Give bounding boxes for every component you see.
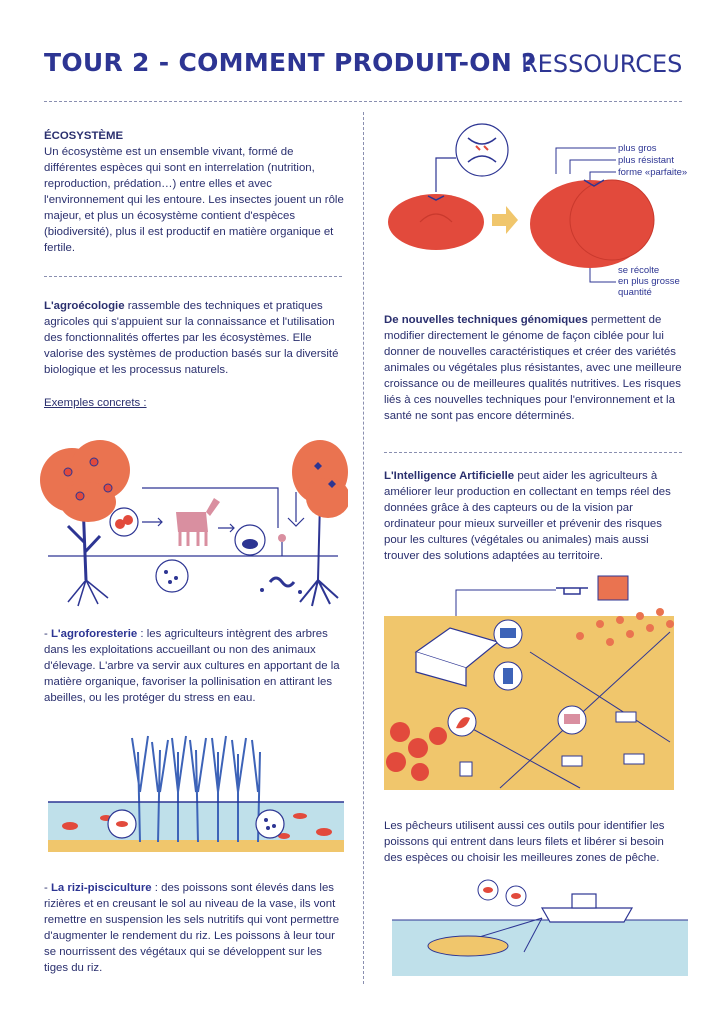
- rizipisciculture-body: : des poissons sont élevés dans les rizières et en creusant le sol au niveau de la vase, ils vont remettre en suspension les sels nutritifs qui vont permettre d'augmenter le rendement du riz. Les poissons à leur tour se nourrissent des végétaux qui se développent sur les tiges du riz.: [44, 882, 340, 974]
- ia-body: peut aider les agriculteurs à améliorer leur production en collectant en temps réel des données grâce à des capteurs ou de la vision par ordinateur pour mieux surveiller et prévenir des risques pour les cultures (végétales ou animales) mais aussi trouver des solutions adaptées au territoire.: [384, 470, 671, 562]
- tomato-illustration: [384, 118, 704, 308]
- page-subtitle: RESSOURCES: [521, 50, 683, 78]
- agroforesterie-prefix: -: [44, 628, 51, 640]
- rizipisciculture-prefix: -: [44, 882, 51, 894]
- right-tree: [292, 440, 348, 606]
- label-form: forme «parfaite»: [618, 167, 688, 178]
- label-harvest-2: en plus grosse: [618, 276, 680, 287]
- camera-circle-icon: [558, 706, 586, 734]
- ecosysteme-body: Un écosystème est un ensemble vivant, formé de différentes espèces qui sont en interrelation (nutrition, reproduction, prédation…) entre elles et avec l'environnement qui les entoure. Les insectes jouent un rôle majeur, et plus un écosystème contient d'espèces (biodiversité), plus il est productif en matière organique et fertile.: [44, 146, 344, 254]
- rizipisciculture-illustration: [48, 732, 348, 858]
- agroforesterie-illustration: [38, 432, 348, 610]
- ia-term: L'Intelligence Artificielle: [384, 470, 515, 482]
- arrow-icon: [492, 206, 518, 234]
- section-divider-2: [384, 452, 682, 453]
- ia-farm-illustration: [380, 572, 690, 792]
- agroforesterie-body: : les agriculteurs intègrent des arbres dans les exploitations accueillant ou non des animaux d'élevage. L'arbre va servir aux cultures en apportant de la matière organique, favoriser la pollinisation en attirant les abeilles, ou les protéger du stress en eau.: [44, 628, 340, 704]
- rizipisciculture-term: La rizi-pisciculture: [50, 882, 152, 894]
- agroecologie-term: L'agroécologie: [44, 300, 125, 312]
- rizipisciculture-section: [44, 880, 344, 976]
- ecosysteme-heading: ÉCOSYSTÈME: [44, 130, 124, 142]
- genomique-section: [384, 312, 684, 424]
- deer-icon: [176, 498, 220, 546]
- soil-circle-icon: [156, 560, 188, 592]
- sensor-icon: [460, 762, 472, 776]
- peche-illustration: [392, 878, 692, 978]
- ecosysteme-section: [44, 128, 344, 256]
- compost-icon: [235, 525, 265, 555]
- label-resistant: plus résistant: [618, 155, 674, 166]
- laptop-icon: [494, 620, 522, 648]
- agroforesterie-term: L'agroforesterie: [50, 628, 138, 640]
- peche-section: Les pêcheurs utilisent aussi ces outils pour identifier les poissons qui entrent dans leurs filets et libérer si besoin des espèces ou choisir les meilleures zones de pêche.: [384, 820, 665, 864]
- big-tomato: [530, 180, 654, 268]
- drone-icon: [556, 576, 628, 600]
- page-title: TOUR 2 - COMMENT PRODUIT-ON ?: [44, 48, 536, 77]
- worm-icon: [260, 578, 302, 594]
- fish-detect-icon: [478, 880, 526, 906]
- label-harvest-1: se récolte: [618, 265, 660, 276]
- flower-icon: [278, 534, 286, 556]
- label-bigger: plus gros: [618, 143, 657, 154]
- apple-icon: [110, 508, 138, 536]
- agroforesterie-section: [44, 626, 344, 706]
- agroecologie-body: rassemble des techniques et pratiques agricoles qui s'appuient sur la connaissance et l'utilisation des fonctionnalités offertes par les écosystèmes. Elle valorise des systèmes de production basés sur la diversité biologique et les processus naturels.: [44, 300, 339, 376]
- header-divider: [44, 101, 682, 102]
- boat-icon: [542, 894, 632, 922]
- ia-section: [384, 468, 684, 564]
- examples-label: Exemples concrets :: [44, 397, 147, 409]
- small-tomato: [388, 194, 484, 250]
- phone-icon: [494, 662, 522, 690]
- genomique-body: permettent de modifier directement le génome de façon ciblée pour lui donner de nouvelles caractéristiques et créer des variétés animales ou végétales plus résistantes, avec une meilleure croissance ou de meilleures qualités nutritives. Les risques liés à ces nouvelles techniques pour l'environnement et la santé ne sont pas encore déterminés.: [384, 314, 682, 422]
- section-divider-1: [44, 276, 342, 277]
- agroecologie-section: [44, 298, 344, 378]
- genomique-term: De nouvelles techniques génomiques: [384, 314, 588, 326]
- leaf-icon: [448, 708, 476, 736]
- page-header: [44, 44, 684, 84]
- column-divider: [363, 112, 364, 984]
- label-harvest-3: quantité: [618, 287, 652, 298]
- dna-icon: [456, 124, 508, 176]
